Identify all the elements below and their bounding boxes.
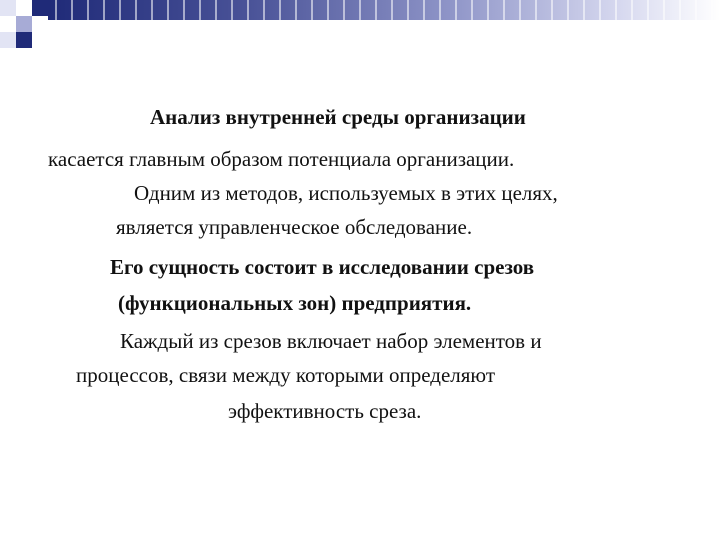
body-line: процессов, связи между которыми определяют	[76, 363, 495, 387]
slide-title: Анализ внутренней среды организации	[150, 105, 526, 129]
body-line: Каждый из срезов включает набор элементов и	[120, 329, 542, 353]
corner-square	[16, 16, 32, 32]
band-stripes	[48, 0, 720, 20]
corner-square	[16, 0, 32, 16]
corner-square	[16, 32, 32, 48]
corner-square	[32, 0, 48, 16]
body-line: является управленческое обследование.	[116, 215, 473, 239]
corner-square	[0, 16, 16, 32]
corner-square	[0, 32, 16, 48]
body-line: касается главным образом потенциала организации.	[48, 147, 515, 171]
decorative-header-band	[0, 0, 720, 50]
corner-square	[0, 0, 16, 16]
body-line-bold: Его сущность состоит в исследовании срезов	[110, 255, 535, 279]
body-line-bold: (функциональных зон) предприятия.	[118, 291, 472, 315]
body-line: эффективность среза.	[228, 399, 422, 423]
body-line: Одним из методов, используемых в этих целях,	[134, 181, 558, 205]
